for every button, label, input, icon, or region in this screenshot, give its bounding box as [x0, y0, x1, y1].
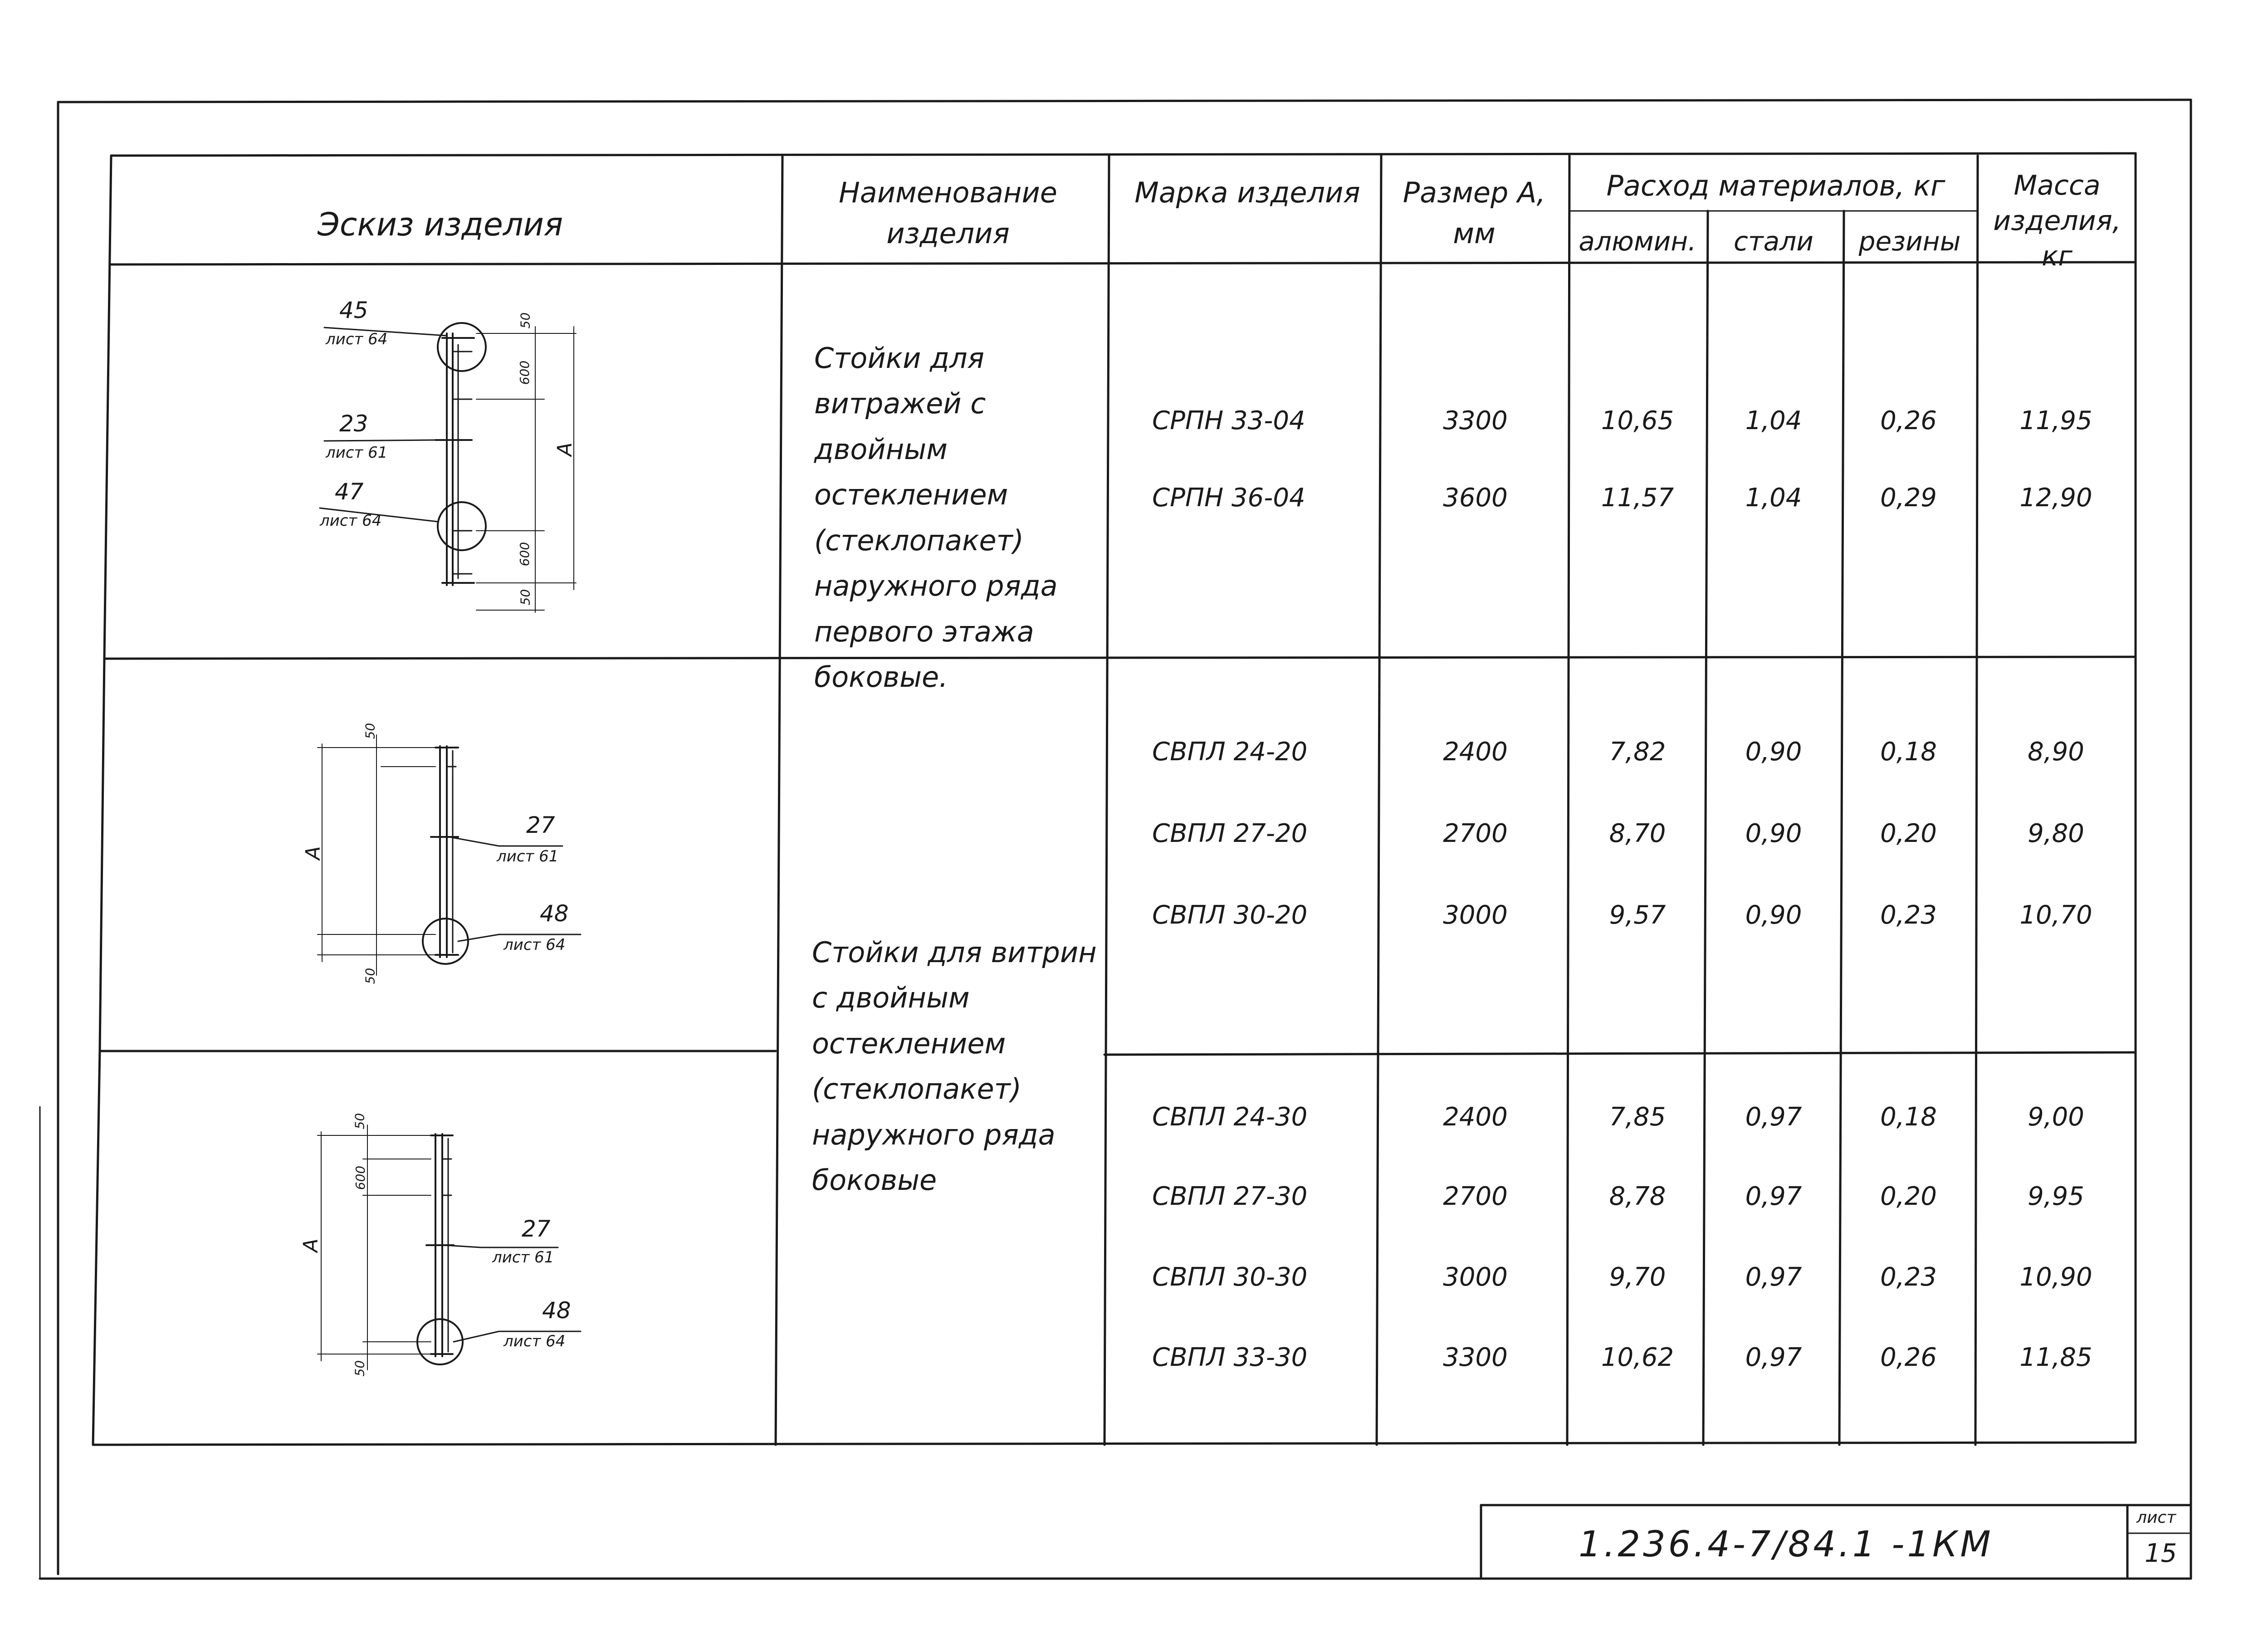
- callout-number: 27: [526, 812, 555, 838]
- cell-mass: 9,95: [2028, 1182, 2084, 1211]
- dimension-50: 50: [362, 723, 378, 739]
- sheet-label: лист: [2136, 1508, 2176, 1527]
- header-aluminum: алюмин.: [1579, 226, 1696, 257]
- cell-rubber: 0,20: [1880, 1182, 1937, 1211]
- cell-rubber: 0,23: [1880, 1262, 1937, 1292]
- cell-rubber: 0,26: [1880, 1343, 1937, 1372]
- cell-steel: 0,97: [1745, 1343, 1802, 1372]
- cell-size: 3300: [1443, 1343, 1508, 1372]
- cell-mark: СВПЛ 24-20: [1152, 737, 1308, 767]
- dimension-50: 50: [518, 589, 533, 606]
- callout-sheet-ref: лист 61: [492, 1248, 554, 1266]
- callout-number: 47: [335, 479, 364, 505]
- cell-mass: 10,90: [2019, 1262, 2092, 1292]
- cell-size: 2400: [1443, 1102, 1508, 1132]
- table-grid: [93, 153, 2136, 1445]
- dimension-a: А: [553, 442, 577, 456]
- cell-steel: 0,97: [1745, 1262, 1802, 1292]
- header-mark: Марка изделия: [1134, 176, 1360, 209]
- cell-steel: 0,97: [1745, 1182, 1802, 1211]
- sketch-1-drawing: [320, 323, 576, 612]
- cell-al: 9,57: [1609, 900, 1666, 930]
- callout-sheet-ref: лист 64: [503, 936, 566, 954]
- cell-mark: СРПН 36-04: [1152, 483, 1305, 513]
- cell-mass: 10,70: [2019, 900, 2092, 930]
- dimension-50: 50: [518, 312, 533, 329]
- callout-sheet-ref: лист 64: [326, 330, 388, 348]
- cell-size: 3300: [1443, 406, 1508, 435]
- cell-size: 2400: [1443, 737, 1508, 767]
- dimension-50: 50: [352, 1360, 367, 1377]
- cell-al: 8,70: [1609, 819, 1666, 848]
- dimension-600: 600: [517, 360, 533, 385]
- header-rubber: резины: [1858, 226, 1961, 257]
- cell-al: 7,85: [1609, 1102, 1666, 1132]
- cell-size: 3600: [1443, 483, 1508, 513]
- cell-size: 3000: [1443, 900, 1508, 930]
- cell-mass: 12,90: [2019, 483, 2092, 513]
- cell-rubber: 0,18: [1880, 737, 1937, 767]
- cell-mark: СВПЛ 27-20: [1152, 819, 1308, 848]
- header-consumption: Расход материалов, кг: [1606, 169, 1945, 202]
- cell-mass: 8,90: [2028, 737, 2084, 767]
- callout-sheet-ref: лист 64: [503, 1332, 566, 1350]
- cell-steel: 1,04: [1745, 406, 1802, 435]
- cell-size: 2700: [1443, 1182, 1508, 1211]
- dimension-a: А: [299, 1238, 323, 1252]
- cell-al: 10,62: [1601, 1343, 1674, 1372]
- cell-steel: 1,04: [1745, 483, 1802, 513]
- header-sketch: Эскиз изделия: [318, 206, 563, 243]
- cell-steel: 0,90: [1745, 900, 1802, 930]
- group-1-name: Стойки для витражей с двойным остеклением (стеклопакет) наружного ряда первого этажа боковые.: [814, 342, 1058, 694]
- cell-mark: СВПЛ 30-20: [1152, 900, 1308, 930]
- cell-mass: 11,85: [2019, 1343, 2092, 1372]
- dimension-50: 50: [352, 1113, 367, 1130]
- cell-steel: 0,97: [1745, 1102, 1802, 1132]
- callout-number: 48: [542, 1297, 571, 1324]
- cell-steel: 0,90: [1745, 819, 1802, 848]
- dimension-a: А: [301, 846, 325, 860]
- cell-steel: 0,90: [1745, 737, 1802, 767]
- cell-al: 11,57: [1601, 483, 1674, 513]
- cell-mark: СВПЛ 27-30: [1152, 1182, 1308, 1211]
- cell-mark: СВПЛ 30-30: [1152, 1262, 1308, 1292]
- callout-number: 45: [339, 297, 368, 323]
- cell-rubber: 0,26: [1880, 406, 1937, 435]
- cell-mark: СВПЛ 24-30: [1152, 1102, 1308, 1132]
- cell-al: 10,65: [1601, 406, 1674, 435]
- cell-rubber: 0,29: [1880, 483, 1937, 513]
- header-mass: Масса изделия, кг: [1993, 170, 2121, 272]
- cell-mass: 9,00: [2028, 1102, 2084, 1132]
- cell-mass: 11,95: [2019, 406, 2092, 435]
- dimension-600: 600: [353, 1165, 368, 1190]
- cell-mass: 9,80: [2028, 819, 2084, 848]
- header-steel: стали: [1734, 226, 1813, 257]
- cell-al: 9,70: [1609, 1262, 1666, 1292]
- document-code: 1.236.4-7/84.1 -1КМ: [1579, 1524, 1994, 1565]
- cell-rubber: 0,18: [1880, 1102, 1937, 1132]
- callout-number: 23: [339, 411, 368, 437]
- dimension-50: 50: [362, 968, 378, 984]
- cell-rubber: 0,20: [1880, 819, 1937, 848]
- callout-sheet-ref: лист 61: [326, 444, 388, 462]
- cell-mark: СВПЛ 33-30: [1152, 1343, 1308, 1372]
- group-2-name: Стойки для витрин с двойным остеклением (стеклопакет) наружного ряда боковые: [812, 936, 1097, 1197]
- callout-sheet-ref: лист 64: [320, 512, 382, 530]
- callout-number: 27: [522, 1216, 551, 1242]
- cell-al: 8,78: [1609, 1182, 1666, 1211]
- cell-size: 2700: [1443, 819, 1508, 848]
- header-size: Размер А, мм: [1403, 176, 1546, 250]
- cell-mark: СРПН 33-04: [1152, 406, 1305, 435]
- cell-size: 3000: [1443, 1262, 1508, 1292]
- dimension-600: 600: [517, 542, 533, 567]
- header-name: Наименование изделия: [839, 176, 1057, 250]
- sheet-number: 15: [2145, 1539, 2177, 1568]
- cell-al: 7,82: [1609, 737, 1666, 767]
- callout-sheet-ref: лист 61: [497, 847, 559, 866]
- cell-rubber: 0,23: [1880, 900, 1937, 930]
- callout-number: 48: [540, 900, 569, 927]
